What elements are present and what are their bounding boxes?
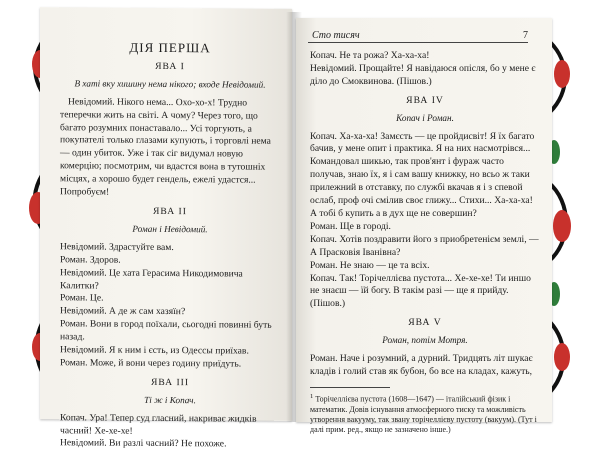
- dialogue-line: Роман. Наче і розумний, а дурний. Тридцять літ шукає кладів і голий став як бубон, бо все на кладах, кажуть,: [310, 353, 533, 377]
- running-head-title: Сто тисяч: [312, 30, 360, 41]
- left-page-content: [60, 37, 280, 452]
- dialogue-line: Невідомий. Прощайте! Я навідаюся опісля, бо у мене є діло до Смоквинова. (Пішов.): [310, 62, 536, 87]
- act-title: ДІЯ ПЕРША: [129, 39, 211, 56]
- dialogue-line: Роман. Вони в город поїхали, сьогодні повинні буть назад.: [60, 318, 272, 343]
- dialogue-paragraph: Невідомий. Нікого нема... Охо-хо-х! Трудно теперечки жить на світі. А чому? Через того, що багато розумних понаставало... Усі торгують, а покупателі только глазами купують, і торговлі нема — один убиток. Уже і так сіг видумал новую комерцію; посмотрим, чи вдастся вона в тутошніх місцях, а хорошо будет гендель, ежелі удастся... Попробуєм!: [60, 96, 271, 198]
- running-head: [308, 30, 528, 43]
- dialogue-line: Роман. Не знаю — це та всіх.: [310, 259, 430, 271]
- dialogue-line: Роман. Це.: [60, 292, 104, 304]
- dialogue-line: Роман. Здоров.: [60, 253, 121, 266]
- scene-title: ЯВА V: [408, 317, 442, 329]
- dialogue-line: Копач. Ха-ха-ха! Замєсть — це пройдисвіт! Я їх багато бачив, у мене опит і практика. Я на них насмотрівся... Командовал шикью, так пров'янт і фураж часто получав, знаю їх, я і сам вашу книжку, но всьо ж таки прилежний в отставку, по службі вкачав я і з спевой ослаб, проф очі смілив своє глижу... Стихи... Ха-ха-ха! А тобі б купить а в дух ще не совершин?: [310, 130, 535, 219]
- stage-direction: Роман, потім Мотря.: [382, 335, 468, 346]
- scene-title: ЯВА III: [150, 376, 190, 389]
- scene-title: ЯВА I: [155, 60, 185, 73]
- dialogue-line: Копач. Так! Торічеллієва пустота... Хе-хе-хе! Ти иншо не знаєш — їй богу. В такім разі — ще я прийду. (Пішов.): [310, 272, 531, 310]
- dialogue-line: Роман. Ще в городі.: [310, 220, 391, 232]
- dialogue-line: Невідомий. Здрастуйте вам.: [60, 241, 174, 253]
- page-number: 7: [523, 30, 528, 41]
- dialogue-line: Копач. Не та рожа? Ха-ха-ха!: [310, 50, 430, 61]
- dialogue-line: Невідомий. А де ж сам хазяїн?: [60, 305, 186, 318]
- footnote: [310, 392, 540, 435]
- right-page-content: [310, 50, 540, 435]
- dialogue-line: Невідомий. Це хата Герасима Никодимовича Калитки?: [60, 266, 243, 292]
- scene-title: ЯВА II: [153, 205, 187, 218]
- stage-direction: Роман і Невідомий.: [132, 223, 208, 235]
- stage-direction: Ті ж і Копач.: [144, 394, 196, 405]
- dialogue-line: Роман. Може, й вони через годину приїдуть.: [60, 357, 242, 370]
- scene-title: ЯВА IV: [406, 94, 444, 106]
- footnote-text: Торічеллієва пустота (1608—1647) — італійський фізик і математик. Довів існування атмосферного тиску та можливість утворення вакууму, так звану торічеллієву пустоту (вакуум). (Тут і далі прим. ред., якщо не зазначено інше.): [310, 394, 537, 434]
- dialogue-line: Копач. Хотів поздравити його з приобретенієм землі, — А Прасковія Іванівна?: [310, 233, 539, 258]
- stage-direction: В хаті вку хишину нема нікого; входе Невідомий.: [74, 78, 266, 90]
- footnote-rule: [310, 387, 390, 388]
- left-page: [40, 7, 292, 450]
- dialogue-line: Невідомий. Я к ним і єсть, из Одессы приїхав.: [60, 344, 249, 357]
- dialogue-line: Невідомий. Ви разлі часний? Не похоже.: [60, 437, 227, 450]
- stage-direction: Копач і Роман.: [396, 112, 454, 123]
- dialogue-line: Копач. Ура! Тепер суд гласний, накриває жидків часний! Хе-хе-хе!: [60, 411, 257, 437]
- footnote-marker: 1: [310, 392, 314, 400]
- right-page: [296, 18, 552, 434]
